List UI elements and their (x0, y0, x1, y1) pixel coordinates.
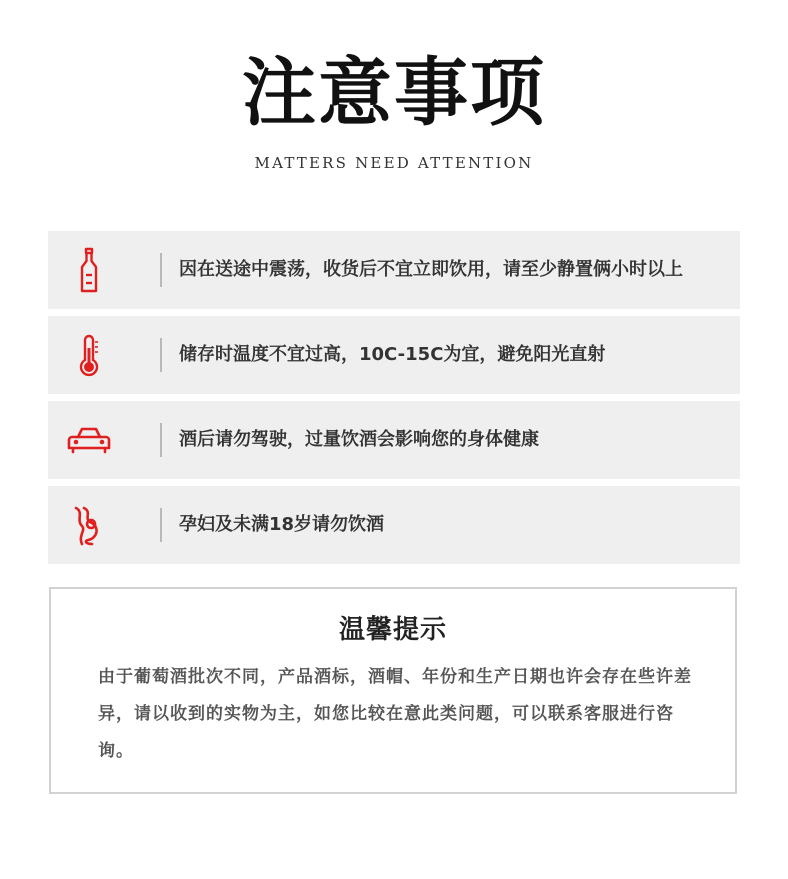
notice-item (48, 401, 740, 479)
pregnant-woman-icon (64, 500, 114, 550)
car-icon (64, 415, 114, 465)
divider (160, 423, 162, 457)
divider (160, 508, 162, 542)
tips-title: 温馨提示 (338, 615, 447, 645)
notice-text: 酒后请勿驾驶，过量饮酒会影响您的身体健康 (179, 429, 539, 450)
wine-bottle-icon (64, 245, 114, 295)
page-title: 注意事项 (242, 50, 546, 136)
divider (160, 338, 162, 372)
notice-item (48, 316, 740, 394)
notice-item (48, 231, 740, 309)
thermometer-icon (64, 330, 114, 380)
notice-item (48, 486, 740, 564)
tips-box (49, 587, 737, 794)
notice-text: 孕妇及未满18岁请勿饮酒 (179, 514, 385, 535)
notice-text: 储存时温度不宜过高，10C-15C为宜，避免阳光直射 (179, 344, 606, 365)
divider (160, 253, 162, 287)
page-subtitle: MATTERS NEED ATTENTION (254, 154, 534, 172)
notice-text: 因在送途中震荡，收货后不宜立即饮用，请至少静置俩小时以上 (179, 259, 683, 280)
tips-body: 由于葡萄酒批次不同，产品酒标，酒帽、年份和生产日期也许会存在些许差异，请以收到的实物为主，如您比较在意此类问题，可以联系客服进行咨询。 (98, 667, 692, 761)
